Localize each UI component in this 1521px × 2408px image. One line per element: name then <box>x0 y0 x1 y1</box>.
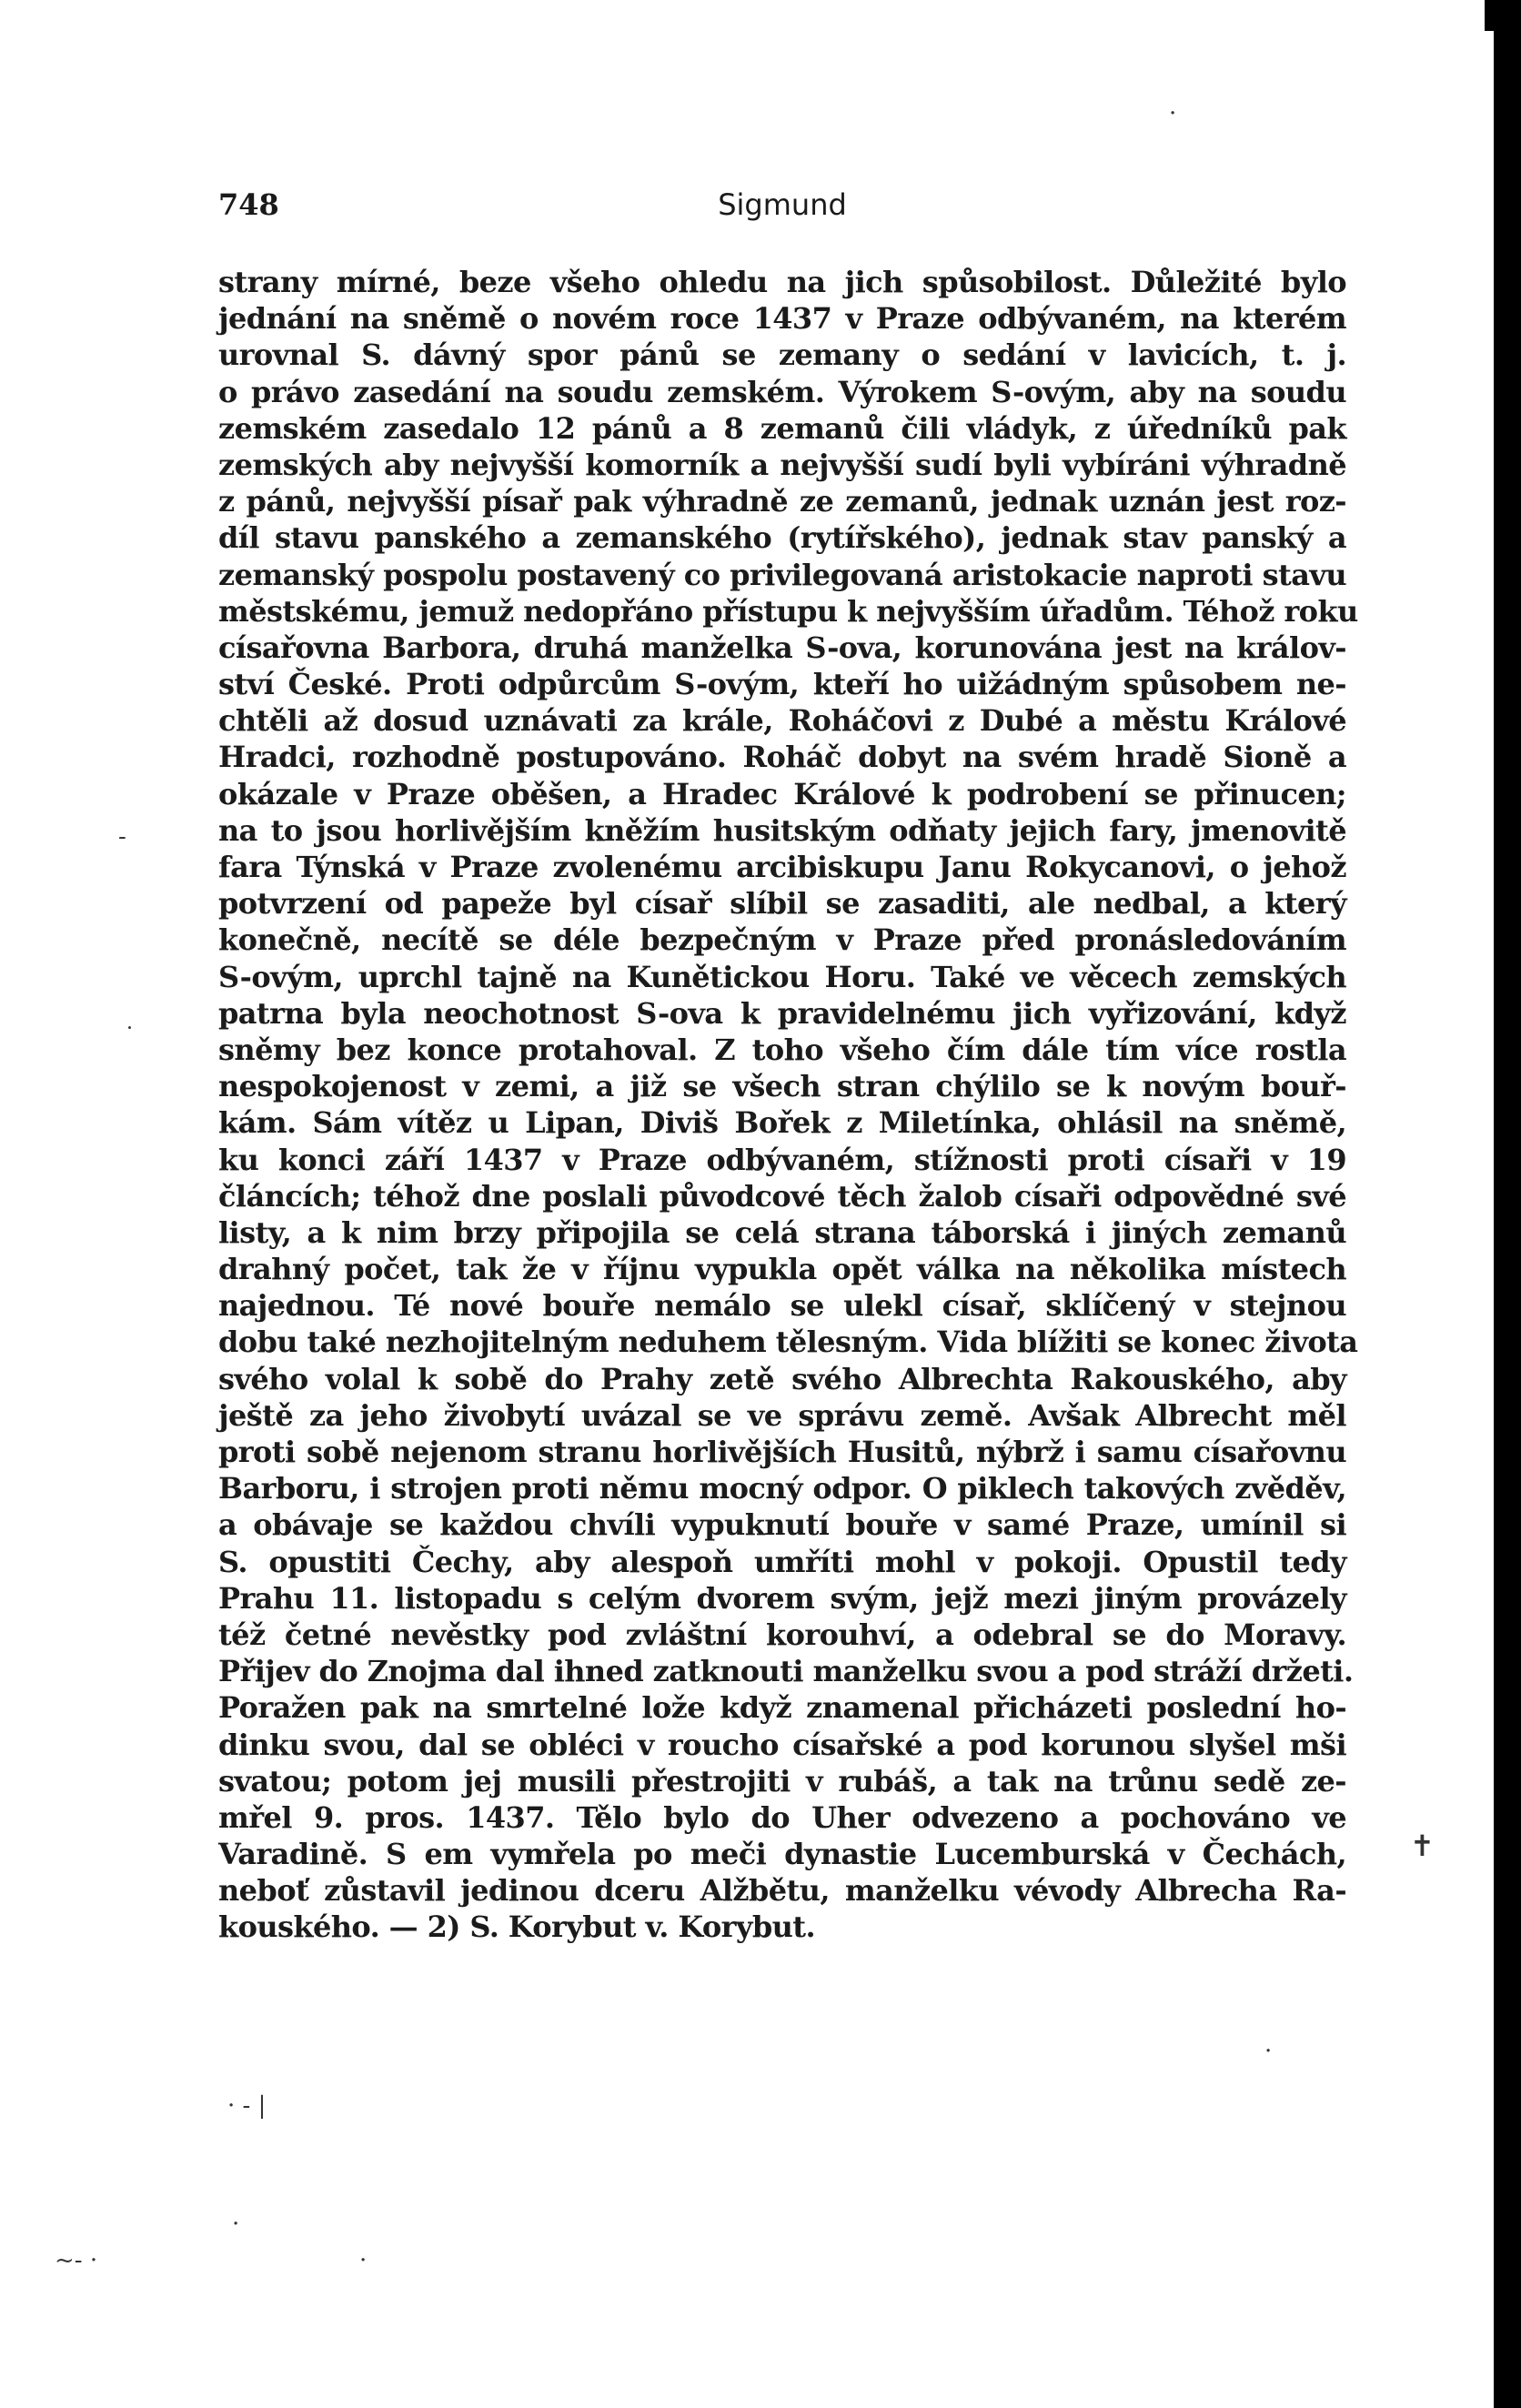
page-corner <box>1485 0 1521 31</box>
text-line: proti sobě nejenom stranu horlivějších Husitů, nýbrž i samu císařovnu <box>218 1435 1346 1469</box>
text-line: svatou; potom jej musili přestrojiti v rubáš, a tak na trůnu sedě ze- <box>218 1763 1346 1798</box>
text-line: císařovna Barbora, druhá manželka S-ova, korunována jest na králov- <box>218 630 1346 665</box>
print-speck: · <box>1264 2038 1273 2065</box>
text-line: nespokojenost v zemi, a již se všech stran chýlilo se k novým bouř- <box>218 1069 1346 1104</box>
text-line: Poražen pak na smrtelné lože když znamenal přicházeti poslední ho- <box>218 1690 1346 1726</box>
text-line: městskému, jemuž nedopřáno přístupu k nejvyšším úřadům. Téhož roku <box>218 593 1358 629</box>
text-line: z pánů, nejvyšší písař pak výhradně ze zemanů, jednak uznán jest roz- <box>218 484 1346 519</box>
print-speck: · <box>359 2247 368 2274</box>
text-line: ství České. Proti odpůrcům S-ovým, kteří ho uižádným spůsobem ne- <box>218 667 1346 702</box>
print-speck: ˙ <box>124 1023 136 1051</box>
print-speck: · <box>1169 100 1177 127</box>
text-line: sněmy bez konce protahoval. Z toho všeho čím dále tím více rostla <box>218 1032 1346 1067</box>
text-line: S-ovým, uprchl tajně na Kunětickou Horu. Také ve věcech zemských <box>218 959 1346 994</box>
text-line: dobu také nezhojitelným neduhem tělesným. Vida blížiti se konec života <box>218 1325 1358 1360</box>
text-line: Varadině. S em vymřela po meči dynastie Lucemburská v Čechách, <box>218 1837 1346 1872</box>
text-line: listy, a k nim brzy připojila se celá strana táborská i jiných zemanů <box>218 1214 1346 1250</box>
text-line: díl stavu panského a zemanského (rytířského), jednak stav panský a <box>218 520 1346 556</box>
entry-text <box>218 264 1358 1946</box>
text-line: neboť zůstavil jedinou dceru Alžbětu, manželku vévody Albrecha Ra- <box>218 1873 1346 1909</box>
text-line: Hradci, rozhodně postupováno. Roháč dobyt na svém hradě Sioně a <box>218 740 1346 775</box>
print-speck: · <box>232 2211 240 2238</box>
text-line: drahný počet, tak že v říjnu vypukla opět válka na několika místech <box>218 1252 1346 1287</box>
text-line: Prahu 11. listopadu s celým dvorem svým, jejž mezi jiným provázely <box>218 1580 1346 1616</box>
text-line: fara Týnská v Praze zvolenému arcibiskupu Janu Rokycanovi, o jehož <box>218 850 1346 884</box>
text-line: patrna byla neochotnost S-ova k pravidelnému jich vyřizování, když <box>218 995 1346 1031</box>
text-line: chtěli až dosud uznávati za krále, Roháčovi z Dubé a městu Králové <box>218 703 1346 739</box>
text-line: též četné nevěstky pod zvláštní korouhví, a odebral se do Moravy. <box>218 1617 1346 1652</box>
print-speck: · - | <box>227 2092 267 2120</box>
text-line: a obávaje se každou chvíli vypuknutí bouře v samé Praze, umínil si <box>218 1507 1346 1543</box>
print-speck: ✝ <box>1410 1829 1435 1863</box>
text-line: na to jsou horlivějším kněžím husitským odňaty jejich fary, jmenovitě <box>218 812 1346 848</box>
text-line: ještě za jeho živobytí uvázal se ve správu země. Avšak Albrecht měl <box>218 1397 1346 1433</box>
text-line: zemském zasedalo 12 pánů a 8 zemanů čili vládyk, z úředníků pak <box>218 410 1346 446</box>
text-line: zemských aby nejvyšší komorník a nejvyšší sudí byli vybíráni výhradně <box>218 447 1346 482</box>
text-line: Barboru, i strojen proti němu mocný odpor. O piklech takových zvěděv, <box>218 1471 1346 1506</box>
text-line: ku konci září 1437 v Praze odbývaném, stížnosti proti císaři v 19 <box>218 1142 1346 1177</box>
running-head: Sigmund <box>718 187 847 222</box>
text-line: kouského. — 2) S. Korybut v. Korybut. <box>218 1909 815 1945</box>
print-speck: - <box>118 823 126 851</box>
text-line: mřel 9. pros. 1437. Tělo bylo do Uher odvezeno a pochováno ve <box>218 1799 1346 1835</box>
text-line: Přijev do Znojma dal ihned zatknouti manželku svou a pod stráží držeti. <box>218 1654 1354 1689</box>
page-number: 748 <box>218 187 279 222</box>
text-line: S. opustiti Čechy, aby alespoň umříti mohl v pokoji. Opustil tedy <box>218 1544 1346 1579</box>
text-line: kám. Sám vítěz u Lipan, Diviš Bořek z Miletínka, ohlásil na sněmě, <box>218 1105 1346 1141</box>
print-speck: ~- · <box>55 2247 98 2274</box>
text-line: článcích; téhož dne poslali původcové těch žalob císaři odpovědné své <box>218 1178 1346 1214</box>
text-line: jednání na sněmě o novém roce 1437 v Praze odbývaném, na kterém <box>218 301 1346 337</box>
text-line: strany mírné, beze všeho ohledu na jich spůsobilost. Důležité bylo <box>218 265 1346 299</box>
text-line: zemanský pospolu postavený co privilegovaná aristokacie naproti stavu <box>218 557 1346 592</box>
text-line: svého volal k sobě do Prahy zetě svého Albrechta Rakouského, aby <box>218 1361 1346 1396</box>
page-edge <box>1494 0 1521 2408</box>
text-line: okázale v Praze oběšen, a Hradec Králové k podrobení se přinucen; <box>218 776 1346 811</box>
text-line: konečně, necítě se déle bezpečným v Praze před pronásledováním <box>218 922 1346 958</box>
text-line: najednou. Té nové bouře nemálo se ulekl císař, sklíčený v stejnou <box>218 1288 1346 1324</box>
text-line: dinku svou, dal se obléci v roucho císařské a pod korunou slyšel mši <box>218 1727 1346 1762</box>
page-header <box>218 187 1346 224</box>
text-line: o právo zasedání na soudu zemském. Výrokem S-ovým, aby na soudu <box>218 374 1346 409</box>
text-line: urovnal S. dávný spor pánů se zemany o sedání v lavicích, t. j. <box>218 338 1346 373</box>
text-line: potvrzení od papeže byl císař slíbil se zasaditi, ale nedbal, a který <box>218 886 1346 922</box>
